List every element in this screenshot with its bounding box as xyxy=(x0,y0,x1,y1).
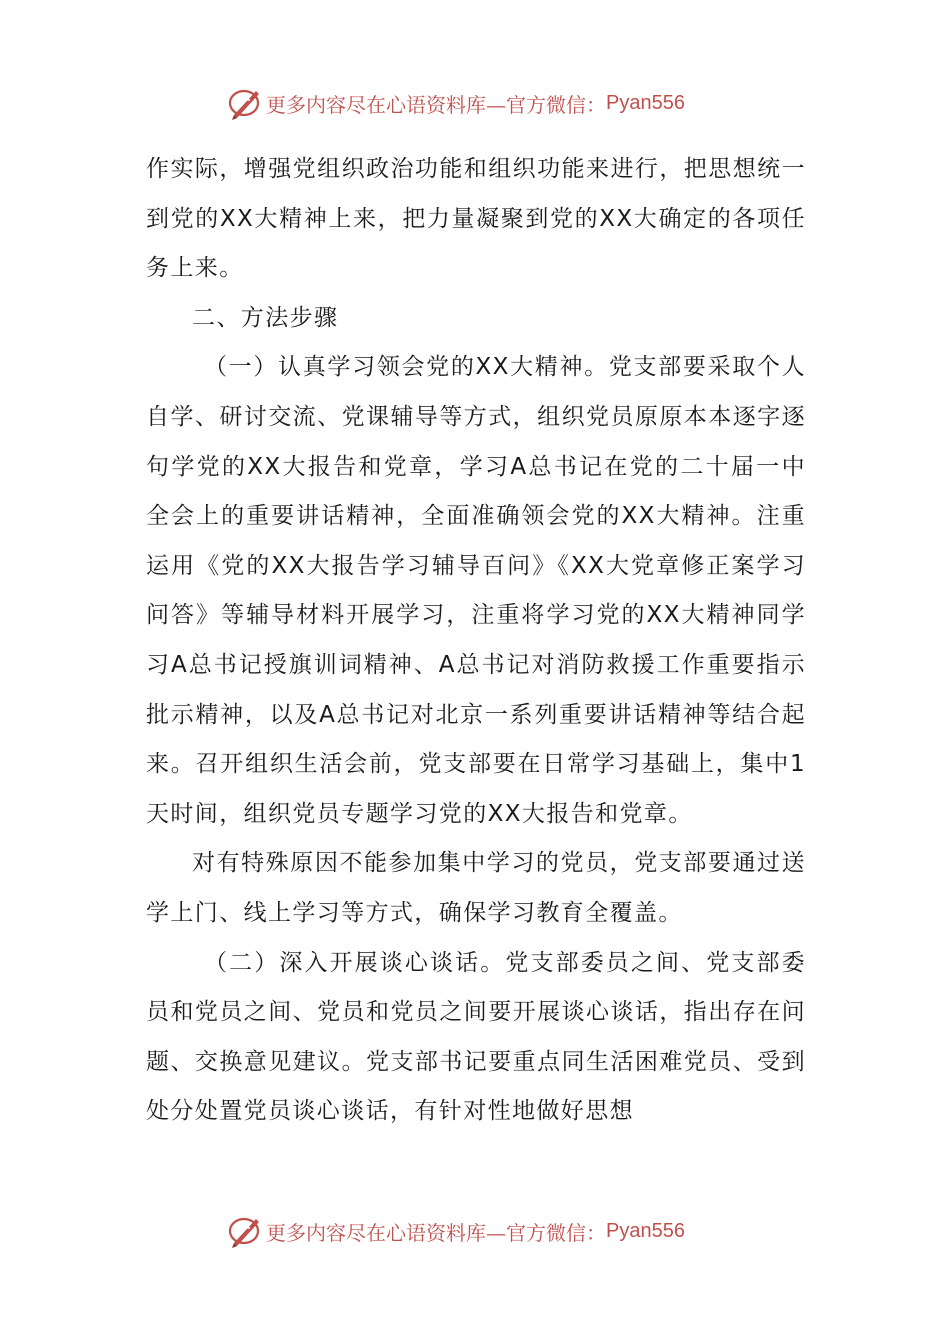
paragraph-study: （一）认真学习领会党的XX大精神。党支部要采取个人自学、研讨交流、党课辅导等方式，组织党员原原本本逐字逐句学党的XX大报告和党章，学习A总书记在党的二十届一中全会上的重要讲话精神，全面准确领会党的XX大精神。注重运用《党的XX大报告学习辅导百问》《XX大党章修正案学习问答》等辅导材料开展学习，注重将学习党的XX大精神同学习A总书记授旗训词精神、A总书记对消防救援工作重要指示批示精神，以及A总书记对北京一系列重要讲话精神等结合起来。召开组织生活会前，党支部要在日常学习基础上，集中1天时间，组织党员专题学习党的XX大报告和党章。 xyxy=(146,354,807,827)
watermark-text: 更多内容尽在心语资料库—官方微信： xyxy=(266,92,606,117)
footer-watermark xyxy=(228,1211,748,1251)
paragraph-special-cases: 对有特殊原因不能参加集中学习的党员，党支部要通过送学上门、线上学习等方式，确保学习教育全覆盖。 xyxy=(146,850,806,926)
section-heading: 二、方法步骤 xyxy=(192,304,339,331)
pen-logo-icon xyxy=(228,85,264,121)
header-watermark xyxy=(228,83,748,123)
pen-logo-icon xyxy=(228,1213,264,1249)
watermark-text: 更多内容尽在心语资料库—官方微信： xyxy=(266,1220,606,1245)
paragraph-continuation: 作实际，增强党组织政治功能和组织功能来进行，把思想统一到党的XX大精神上来，把力量凝聚到党的XX大确定的各项任务上来。 xyxy=(146,156,806,282)
paragraph-heart-to-heart: （二）深入开展谈心谈话。党支部委员之间、党支部委员和党员之间、党员和党员之间要开展谈心谈话，指出存在问题、交换意见建议。党支部书记要重点同生活困难党员、受到处分处置党员谈心谈话，有针对性地做好思想 xyxy=(146,949,806,1125)
watermark-wechat-id: Pyan556 xyxy=(606,91,685,114)
watermark-wechat-id: Pyan556 xyxy=(606,1219,685,1242)
document-body xyxy=(146,145,806,1137)
